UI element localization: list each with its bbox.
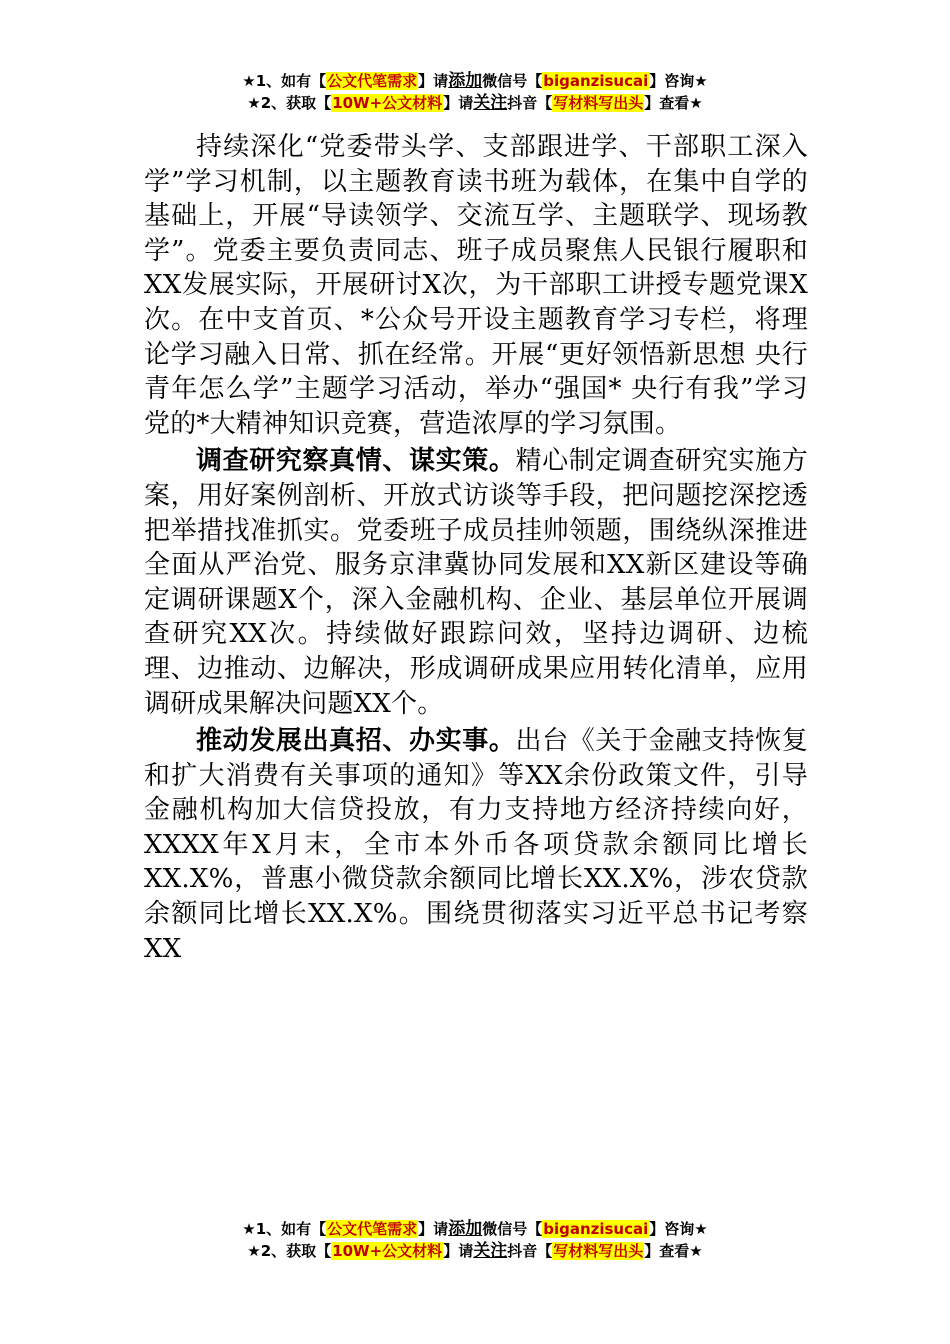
paragraph: [144, 724, 808, 966]
paragraph: [144, 444, 808, 721]
paragraph-text: 出台《关于金融支持恢复和扩大消费有关事项的通知》等XX余份政策文件，引导金融机构加大信贷投放，有力支持地方经济持续向好，XXXX年X月末，全市本外币各项贷款余额同比增长XX.X%，普惠小微贷款余额同比增长XX.X%，涉农贷款余额同比增长XX.X%。围绕贯彻落实习近平总书记考察XX: [144, 726, 809, 964]
header-banner: [0, 70, 950, 114]
paragraph-text: 精心制定调查研究实施方案，用好案例剖析、开放式访谈等手段，把问题挖深挖透把举措找准抓实。党委班子成员挂帅领题，围绕纵深推进全面从严治党、服务京津冀协同发展和XX新区建设等确定调研课题X个，深入金融机构、企业、基层单位开展调查研究XX次。持续做好跟踪问效，坚持边调研、边梳理、边推动、边解决，形成调研成果应用转化清单，应用调研成果解决问题XX个。: [144, 446, 809, 719]
highlight-service: 公文代笔需求: [327, 72, 418, 90]
paragraph-text: 持续深化“党委带头学、支部跟进学、干部职工深入学”学习机制，以主题教育读书班为载体，在集中自学的基础上，开展“导读领学、交流互学、主题联学、现场教学”。党委主要负责同志、班子成员聚焦人民银行履职和XX发展实际，开展研讨X次，为干部职工讲授专题党课X次。在中支首页、*公众号开设主题教育学习专栏，将理论学习融入日常、抓在经常。开展“更好领悟新思想 央行青年怎么学”主题学习活动，举办“强国* 央行有我”学习党的*大精神知识竞赛，营造浓厚的学习氛围。: [144, 132, 808, 439]
banner-line-1: ★1、如有【公文代笔需求】请添加微信号【biganzisucai】咨询★: [242, 1219, 708, 1239]
footer-banner: [0, 1218, 950, 1262]
banner-line-2: ★2、获取【10W+公文材料】请关注抖音【写材料写出头】查看★: [247, 93, 703, 113]
paragraph: [144, 130, 808, 441]
paragraph-lead: 推动发展出真招、办实事。: [196, 726, 516, 757]
highlight-materials: 10W+公文材料: [332, 94, 443, 112]
paragraph-lead: 调查研究察真情、谋实策。: [196, 446, 516, 477]
document-body: [144, 130, 808, 966]
douyin-account: 写材料写出头: [553, 1242, 644, 1260]
wechat-id: biganzisucai: [543, 72, 649, 90]
highlight-materials: 10W+公文材料: [332, 1242, 443, 1260]
wechat-id: biganzisucai: [543, 1220, 649, 1238]
banner-line-1: ★1、如有【公文代笔需求】请添加微信号【biganzisucai】咨询★: [242, 71, 708, 91]
banner-line-2: ★2、获取【10W+公文材料】请关注抖音【写材料写出头】查看★: [247, 1241, 703, 1261]
douyin-account: 写材料写出头: [553, 94, 644, 112]
highlight-service: 公文代笔需求: [327, 1220, 418, 1238]
